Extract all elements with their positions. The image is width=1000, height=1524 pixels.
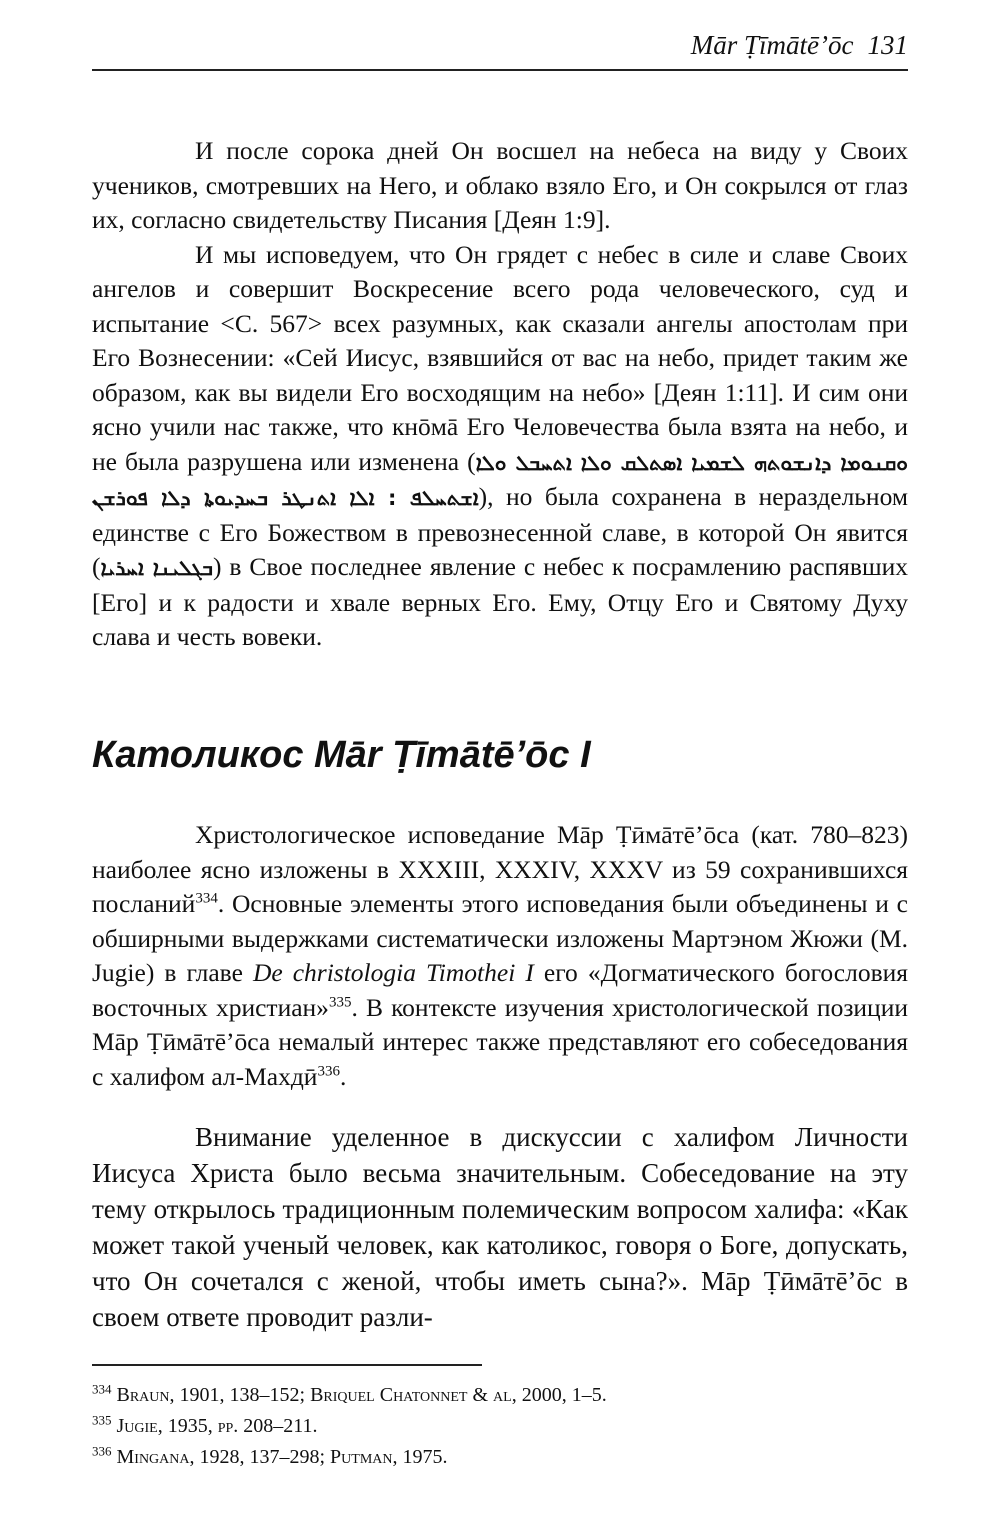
page-number: 131 [867,30,908,60]
paragraph-text: И мы исповедуем, что Он грядет с небес в силе и славе Своих ангелов и совершит Воскресение всего рода человеческого, суд и испытание <С. 567> всех разумных, как сказали ангелы апостолам при Его Вознесении: «Сей Иисус, взявшийся от вас на небо, придет таким же образом, как вы видели Его восходящим на небо» [Деян 1:11]. И сим они ясно учили нас также, что кнōмā Его Человечества была взята на небо, и не была разрушена или изменена ( [92,239,908,476]
running-header [92,30,908,70]
paragraph-text: . [339,1061,347,1091]
footnote-text: Mingana, 1928, 137–298; Putman, 1975. [116,1446,448,1468]
footnote [92,1442,908,1473]
footnote-number: 334 [92,1381,112,1397]
paragraph-caliph-dialogue: Внимание уделенное в дискуссии с халифом Личности Иисуса Христа было весьма значительным. Собеседование на эту тему открылось традиционным полемическим вопросом халифа: «Как может такой ученый человек, как католикос, говоря о Боге, допускать, что Он сочетался с женой, чтобы иметь сына?». Мāр Ṭӣмāтē’ōс в своем ответе проводит разли- [92,1122,908,1332]
text-block-dialogue [92,1119,908,1335]
paragraph-text: . Основные элементы этого исповедания были объединены и с обширными выдержками систематически изложены Мартэном Жюжи (M. Jugie) в главе [92,889,908,987]
footnote-number: 336 [92,1443,112,1459]
footnote [92,1380,908,1411]
footnote [92,1411,908,1442]
italic-title: De christologia Timothei I [252,958,534,987]
footnote-ref[interactable]: 335 [328,994,352,1010]
footnote-ref[interactable]: 334 [195,890,218,907]
paragraph-second-coming [92,238,908,655]
syriac-quote: ܘܩܢܘܡܐ ܕܐܢܫܘܬܗ ܠܫܡܝܐ ܐܣܬܠܩ ܘܠܐ ܐܬܚܒܠ ܘܠܐ ܐܫܬܚܠܦ : ܐܠܐ ܐܬܢܛܪ ܒܚܕܝܘܬܐ ܕܠܐ ܦܘܪܫܢ [92,450,908,510]
paragraph-text: Христологическое исповедание Мāр Ṭӣмāтē’ōса (кат. 780–823) наиболее ясно изложены в XXXIII, XXXIV, XXXV из 59 сохранившихся посланий [92,820,908,918]
running-title: Mār Ṭīmātē’ōc [690,30,854,60]
paragraph-ascension: И после сорока дней Он восшел на небеса на виду у Своих учеников, смотревших на Него, и облако взяло Его, и Он сокрылся от глаз их, согласно свидетельству Писания [Деян 1:9]. [92,136,908,234]
text-block-upper [92,134,908,655]
paragraph-text: его «Догматического богословия восточных христиан» [92,958,908,1022]
footnote-ref[interactable]: 336 [317,1063,340,1079]
footnote-text: Jugie, 1935, pp. 208–211. [116,1415,318,1437]
footnotes [92,1380,908,1473]
syriac-quote: ܒܓܠܝܢܐ ܐܚܪܝܐ [100,556,213,580]
footnote-text: Braun, 1901, 138–152; Briquel Chatonnet & al, 2000, 1–5. [116,1384,607,1406]
header-rule [92,69,908,71]
paragraph-text: . В контексте изучения христологической позиции Мāр Ṭӣмāтē’ōса немалый интерес также представляют его собеседования с халифом ал-Махдӣ [92,992,908,1091]
paragraph-christology [92,818,908,1094]
paragraph-text: ) в Свое последнее явление с небес к посрамлению распявших [Его] и к радости и хвале верных Его. Ему, Отцу Его и Святому Духу слава и честь вовеки. [92,552,908,651]
footnote-rule [92,1364,482,1366]
paragraph-text: ), но была сохранена в нераздельном единстве с Его Божеством в превознесенной славе, в которой Он явится ( [92,482,908,581]
text-block-lower [92,818,908,1094]
footnote-number: 335 [92,1412,112,1428]
section-heading: Католикос Mār Ṭīmātē’ōc I [92,734,591,776]
